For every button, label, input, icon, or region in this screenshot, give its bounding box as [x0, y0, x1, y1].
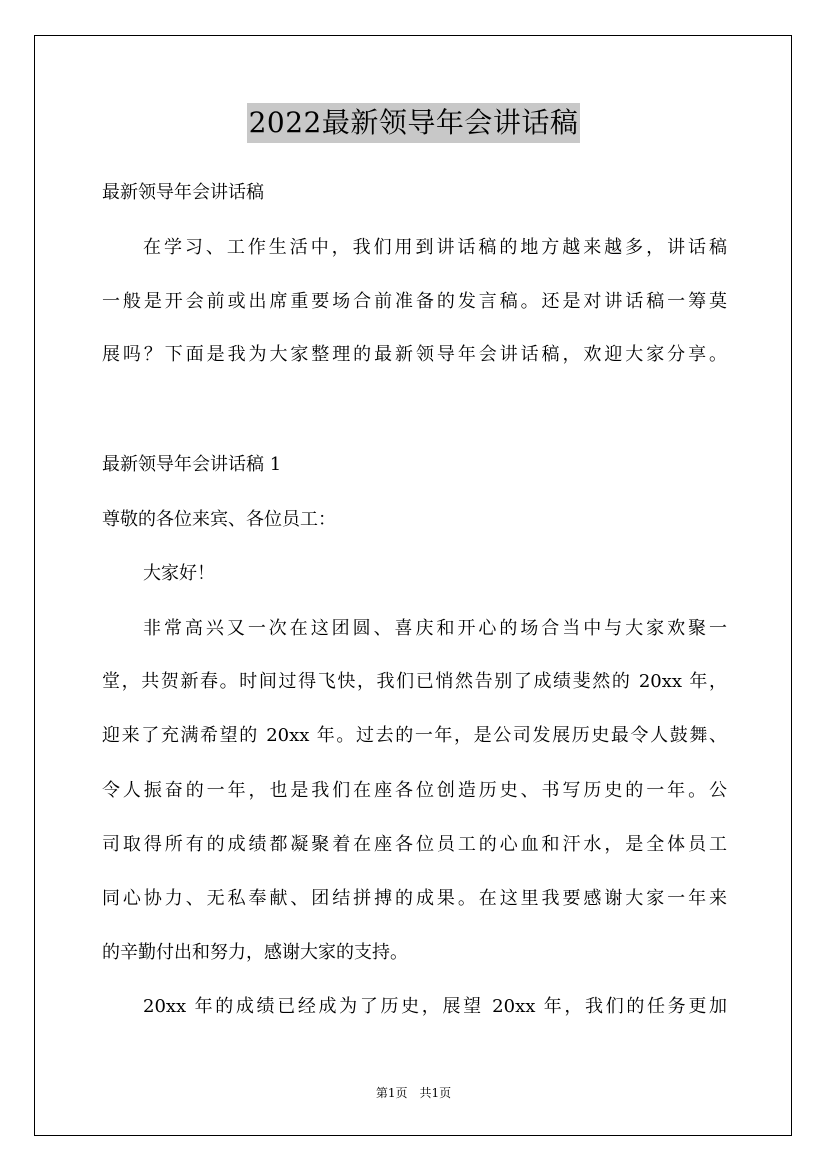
paragraph1-line-7: 的辛勤付出和努力，感谢大家的支持。	[102, 942, 408, 963]
intro-line-3: 展吗？下面是我为大家整理的最新领导年会讲话稿，欢迎大家分享。	[102, 344, 727, 365]
paragraph1-line-6: 同心协力、无私奉献、团结拼搏的成果。在这里我要感谢大家一年来	[102, 888, 727, 909]
paragraph1-line-4: 令人振奋的一年，也是我们在座各位创造历史、书写历史的一年。公	[102, 780, 727, 801]
paragraph1-line-5: 司取得所有的成绩都凝聚着在座各位员工的心血和汗水，是全体员工	[102, 834, 727, 855]
salutation: 尊敬的各位来宾、各位员工：	[102, 509, 336, 530]
intro-line-1: 在学习、工作生活中，我们用到讲话稿的地方越来越多，讲话稿	[143, 237, 727, 258]
document-title: 2022最新领导年会讲话稿	[247, 103, 581, 143]
greeting: 大家好！	[143, 563, 215, 584]
paragraph1-line-1: 非常高兴又一次在这团圆、喜庆和开心的场合当中与大家欢聚一	[143, 618, 727, 639]
page-footer: 第1页 共1页	[375, 1086, 452, 1100]
intro-line-2: 一般是开会前或出席重要场合前准备的发言稿。还是对讲话稿一筹莫	[102, 291, 727, 312]
section-heading: 最新领导年会讲话稿 1	[102, 454, 282, 475]
paragraph2-line-1: 20xx 年的成绩已经成为了历史，展望 20xx 年，我们的任务更加	[143, 996, 727, 1017]
paragraph1-line-3: 迎来了充满希望的 20xx 年。过去的一年，是公司发展历史最令人鼓舞、	[102, 725, 727, 746]
subtitle: 最新领导年会讲话稿	[102, 182, 264, 203]
paragraph1-line-2: 堂，共贺新春。时间过得飞快，我们已悄然告别了成绩斐然的 20xx 年，	[102, 671, 727, 692]
